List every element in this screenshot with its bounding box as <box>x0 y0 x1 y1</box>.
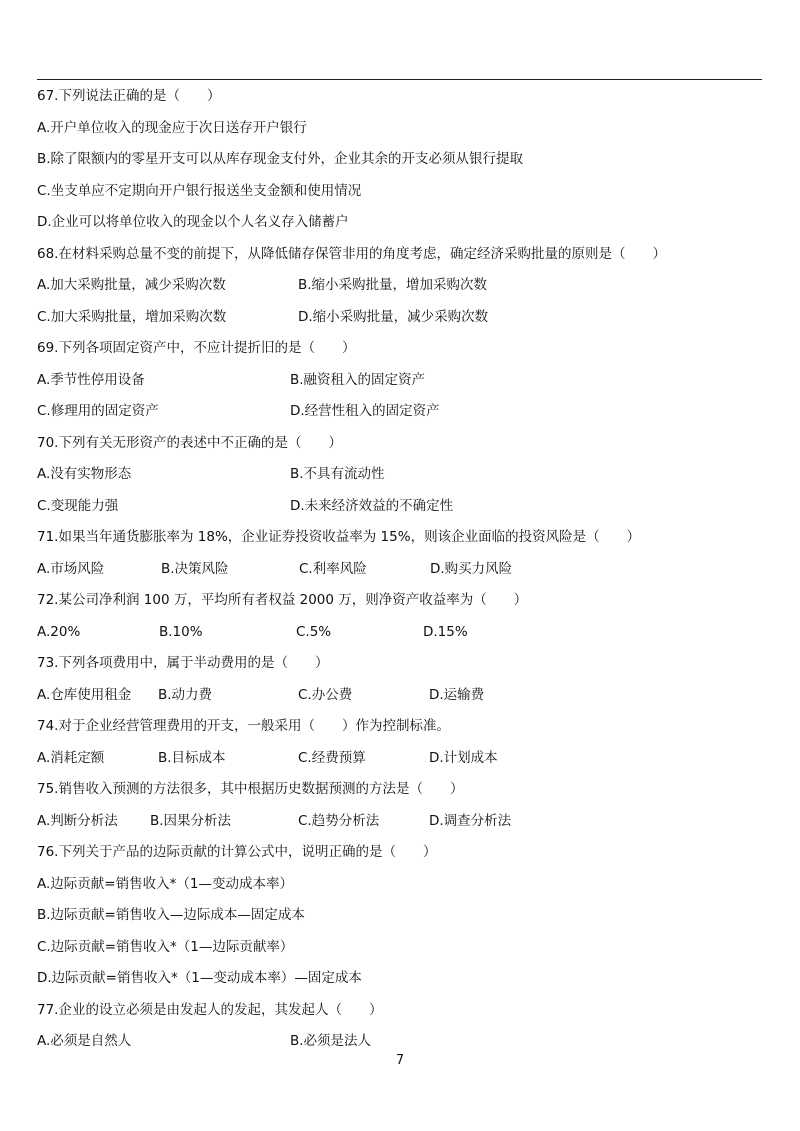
option-c: C.加大采购批量，增加采购次数 <box>37 309 227 325</box>
option-b: B.必须是法人 <box>290 1033 372 1049</box>
question-text: 69.下列各项固定资产中，不应计提折旧的是（ ） <box>37 340 356 356</box>
option-a: A.消耗定额 <box>37 750 105 766</box>
option-b: B.边际贡献=销售收入—边际成本—固定成本 <box>37 907 305 923</box>
question-text: 67.下列说法正确的是（ ） <box>37 88 221 104</box>
option-a: A.开户单位收入的现金应于次日送存开户银行 <box>37 120 307 136</box>
option-b: B.融资租入的固定资产 <box>290 372 426 388</box>
option-b: B.决策风险 <box>161 561 229 577</box>
question-text: 68.在材料采购总量不变的前提下，从降低储存保管非用的角度考虑，确定经济采购批量的原则是（ ） <box>37 246 666 262</box>
option-b: B.不具有流动性 <box>290 466 385 482</box>
question-text: 77.企业的设立必须是由发起人的发起，其发起人（ ） <box>37 1002 383 1018</box>
option-c: C.经费预算 <box>298 750 366 766</box>
option-a: A.必须是自然人 <box>37 1033 132 1049</box>
option-d: D.运输费 <box>429 687 485 703</box>
option-b: B.因果分析法 <box>150 813 232 829</box>
option-d: D.计划成本 <box>429 750 498 766</box>
option-b: B.缩小采购批量，增加采购次数 <box>298 277 488 293</box>
question-text: 73.下列各项费用中，属于半动费用的是（ ） <box>37 655 329 671</box>
page-number: 7 <box>395 1053 405 1068</box>
option-c: C.利率风险 <box>299 561 367 577</box>
question-text: 76.下列关于产品的边际贡献的计算公式中，说明正确的是（ ） <box>37 844 437 860</box>
option-d: D.企业可以将单位收入的现金以个人名义存入储蓄户 <box>37 214 349 230</box>
option-d: D.购买力风险 <box>430 561 513 577</box>
option-c: C.修理用的固定资产 <box>37 403 159 419</box>
option-c: C.边际贡献=销售收入*（1—边际贡献率） <box>37 939 294 955</box>
option-b: B.动力费 <box>158 687 213 703</box>
option-a: A.20% <box>37 624 81 640</box>
option-c: C.办公费 <box>298 687 353 703</box>
option-b: B.除了限额内的零星开支可以从库存现金支付外，企业其余的开支必须从银行提取 <box>37 151 524 167</box>
option-c: C.变现能力强 <box>37 498 119 514</box>
question-text: 70.下列有关无形资产的表述中不正确的是（ ） <box>37 435 342 451</box>
option-b: B.10% <box>159 624 203 640</box>
question-text: 74.对于企业经营管理费用的开支，一般采用（ ）作为控制标准。 <box>37 718 450 734</box>
question-text: 71.如果当年通货膨胀率为 18%，企业证券投资收益率为 15%，则该企业面临的投资风险是（ ） <box>37 529 641 545</box>
option-a: A.市场风险 <box>37 561 105 577</box>
option-d: D.调查分析法 <box>429 813 512 829</box>
option-a: A.加大采购批量，减少采购次数 <box>37 277 226 293</box>
option-a: A.边际贡献=销售收入*（1—变动成本率） <box>37 876 293 892</box>
option-c: C.趋势分析法 <box>298 813 380 829</box>
option-a: A.判断分析法 <box>37 813 118 829</box>
header-rule <box>37 79 762 80</box>
option-a: A.季节性停用设备 <box>37 372 145 388</box>
option-a: A.仓库使用租金 <box>37 687 132 703</box>
option-d: D.经营性租入的固定资产 <box>290 403 440 419</box>
option-c: C.坐支单应不定期向开户银行报送坐支金额和使用情况 <box>37 183 362 199</box>
option-b: B.目标成本 <box>158 750 226 766</box>
option-a: A.没有实物形态 <box>37 466 132 482</box>
option-d: D.未来经济效益的不确定性 <box>290 498 454 514</box>
option-d: D.边际贡献=销售收入*（1—变动成本率）—固定成本 <box>37 970 362 986</box>
question-text: 72.某公司净利润 100 万，平均所有者权益 2000 万，则净资产收益率为（ ） <box>37 592 528 608</box>
question-text: 75.销售收入预测的方法很多，其中根据历史数据预测的方法是（ ） <box>37 781 464 797</box>
option-c: C.5% <box>296 624 332 640</box>
option-d: D.缩小采购批量，减少采购次数 <box>298 309 489 325</box>
option-d: D.15% <box>423 624 468 640</box>
